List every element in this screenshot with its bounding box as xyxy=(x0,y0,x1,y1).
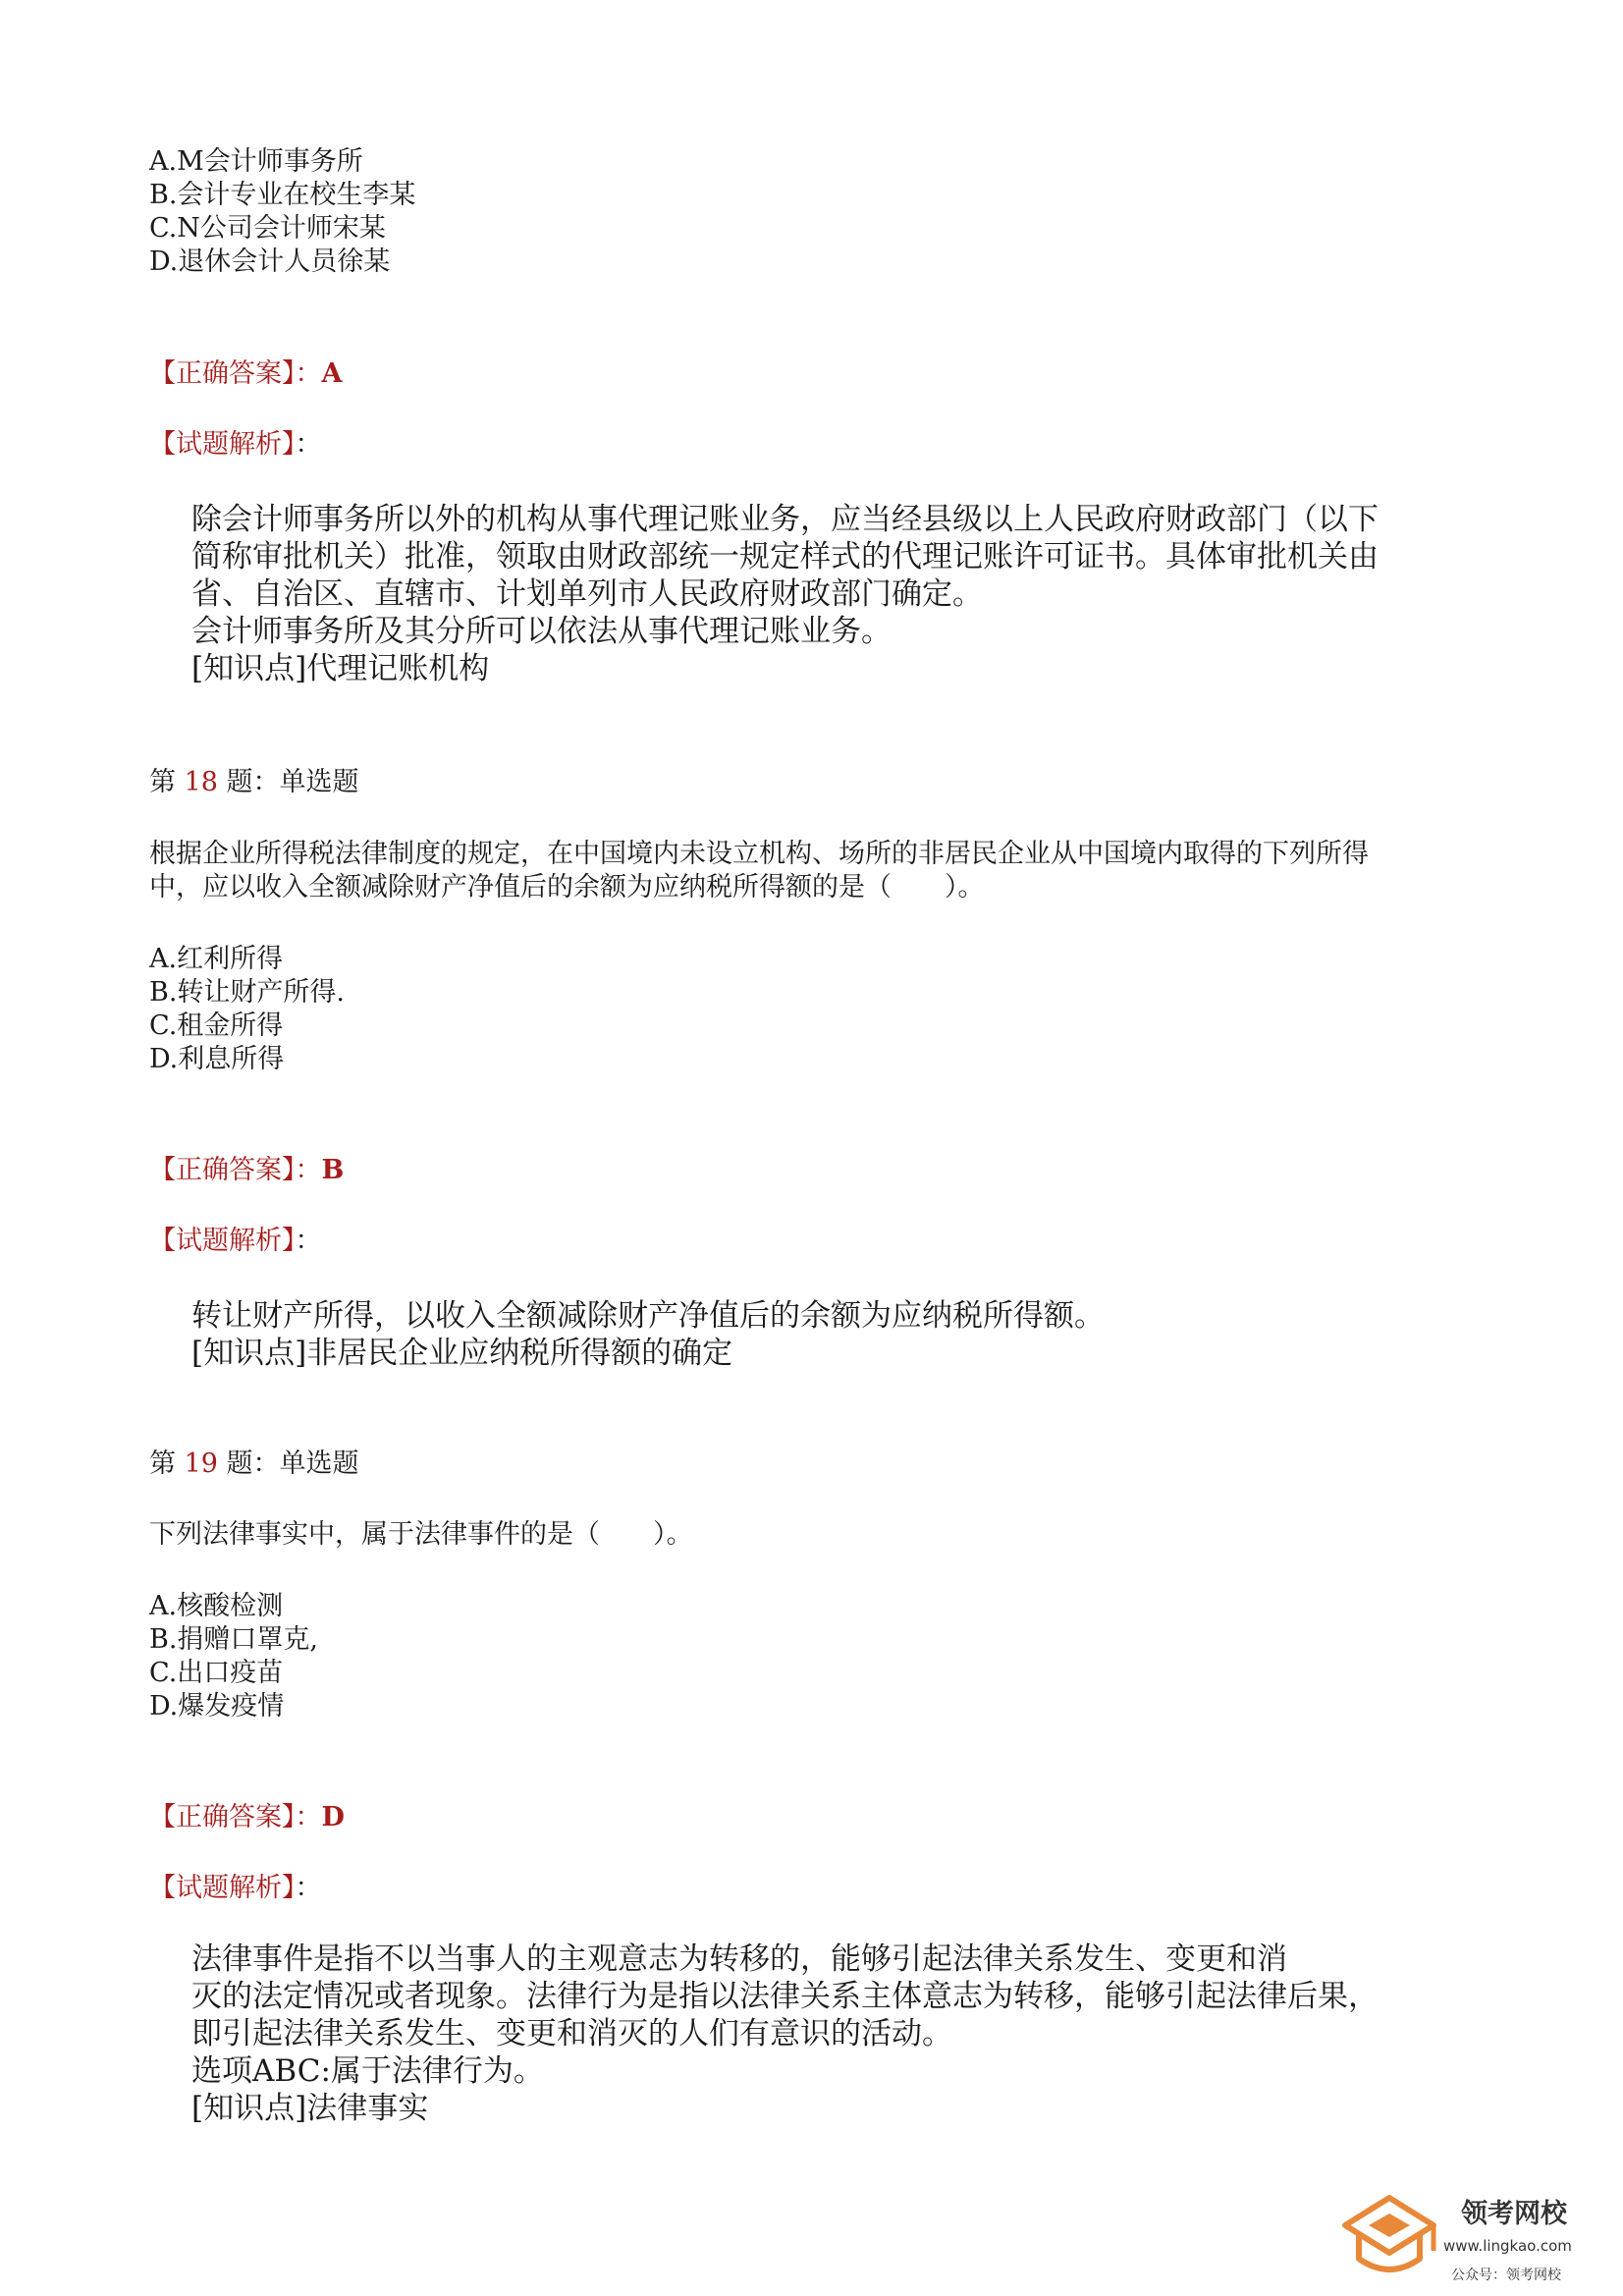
q19-explanation-line: 即引起法律关系发生、变更和消灭的人们有意识的活动。 xyxy=(191,2016,952,2051)
q19-header xyxy=(149,1448,359,1481)
q19-answer-value: D xyxy=(321,1802,345,1832)
q17-analysis-heading xyxy=(149,428,322,462)
q18-answer-value: B xyxy=(321,1155,345,1185)
q18-explanation xyxy=(191,1297,1105,1372)
q19-option-a: A.核酸检测 xyxy=(149,1591,284,1621)
q17-explanation-line: 省、自治区、直辖市、计划单列市人民政府财政部门确定。 xyxy=(191,576,983,612)
q19-explanation-line: 法律事件是指不以当事人的主观意志为转移的，能够引起法律关系发生、变更和消 xyxy=(191,1941,1287,1977)
logo-public-account: 公众号：领考网校 xyxy=(1451,2268,1561,2283)
q17-explanation-line: 简称审批机关）批准，领取由财政部统一规定样式的代理记账许可证书。具体审批机关由 xyxy=(191,539,1379,574)
q17-option-c: C.N公司会计师宋某 xyxy=(149,213,386,244)
q19-analysis-colon: ： xyxy=(295,1873,322,1903)
q19-answer xyxy=(149,1801,345,1834)
q18-answer-label: 【正确答案】： xyxy=(149,1155,322,1185)
q18-knowledge-point: [知识点]非居民企业应纳税所得额的确定 xyxy=(191,1336,733,1371)
q18-analysis-label: 【试题解析】 xyxy=(149,1226,296,1256)
q17-analysis-colon: ： xyxy=(295,429,322,460)
q18-header xyxy=(149,766,359,799)
graduation-cap-icon xyxy=(1335,2190,1443,2288)
q19-prefix: 第 xyxy=(149,1449,185,1479)
q18-prefix: 第 xyxy=(149,767,185,797)
q17-analysis-label: 【试题解析】 xyxy=(149,429,296,460)
q19-explanation-line: 灭的法定情况或者现象。法律行为是指以法律关系主体意志为转移，能够引起法律后果， xyxy=(191,1979,1379,2014)
q17-options xyxy=(149,145,415,279)
q18-type: 题：单选题 xyxy=(217,767,359,797)
q18-stem-line: 中，应以收入全额减除财产净值后的余额为应纳税所得额的是（ ）。 xyxy=(149,872,985,902)
q18-option-a: A.红利所得 xyxy=(149,944,284,974)
q18-number: 18 xyxy=(184,767,218,797)
logo-url: www.lingkao.com xyxy=(1443,2237,1572,2255)
q18-answer xyxy=(149,1154,344,1187)
q18-analysis-heading xyxy=(149,1225,322,1258)
q18-stem xyxy=(149,838,1369,904)
q17-option-a: A.M会计师事务所 xyxy=(149,146,363,177)
q17-option-d: D.退休会计人员徐某 xyxy=(149,246,391,277)
q17-knowledge-point: [知识点]代理记账机构 xyxy=(191,651,490,686)
q19-option-b: B.捐赠口罩克, xyxy=(149,1624,319,1655)
q19-stem-line: 下列法律事实中，属于法律事件的是（ ）。 xyxy=(149,1519,693,1550)
q19-answer-label: 【正确答案】： xyxy=(149,1802,322,1832)
q19-stem xyxy=(149,1518,693,1552)
q18-option-d: D.利息所得 xyxy=(149,1044,285,1074)
q18-analysis-colon: ： xyxy=(295,1226,322,1256)
q19-options xyxy=(149,1590,318,1723)
q19-analysis-label: 【试题解析】 xyxy=(149,1873,296,1903)
q17-option-b: B.会计专业在校生李某 xyxy=(149,180,416,210)
q19-knowledge-point: [知识点]法律事实 xyxy=(191,2091,429,2126)
lingkao-logo xyxy=(1335,2190,1600,2288)
q18-stem-line: 根据企业所得税法律制度的规定，在中国境内未设立机构、场所的非居民企业从中国境内取得的下列所得 xyxy=(149,839,1369,869)
q17-answer xyxy=(149,357,342,391)
q18-option-b: B.转让财产所得. xyxy=(149,977,346,1008)
q19-number: 19 xyxy=(184,1449,218,1479)
q17-explanation xyxy=(191,501,1379,687)
q19-explanation xyxy=(191,1941,1379,2127)
logo-name: 领考网校 xyxy=(1461,2199,1567,2229)
q18-explanation-line: 转让财产所得，以收入全额减除财产净值后的余额为应纳税所得额。 xyxy=(191,1298,1105,1334)
q17-answer-label: 【正确答案】： xyxy=(149,358,322,389)
q19-analysis-heading xyxy=(149,1872,322,1905)
q18-options xyxy=(149,943,345,1076)
q17-explanation-line: 除会计师事务所以外的机构从事代理记账业务，应当经县级以上人民政府财政部门（以下 xyxy=(191,502,1379,537)
q17-answer-value: A xyxy=(321,358,343,389)
q17-explanation-line: 会计师事务所及其分所可以依法从事代理记账业务。 xyxy=(191,614,892,649)
q18-option-c: C.租金所得 xyxy=(149,1011,284,1041)
q19-type: 题：单选题 xyxy=(217,1449,359,1479)
q19-option-c: C.出口疫苗 xyxy=(149,1658,284,1688)
q19-option-d: D.爆发疫情 xyxy=(149,1691,285,1722)
q19-explanation-line: 选项ABC:属于法律行为。 xyxy=(191,2053,544,2089)
